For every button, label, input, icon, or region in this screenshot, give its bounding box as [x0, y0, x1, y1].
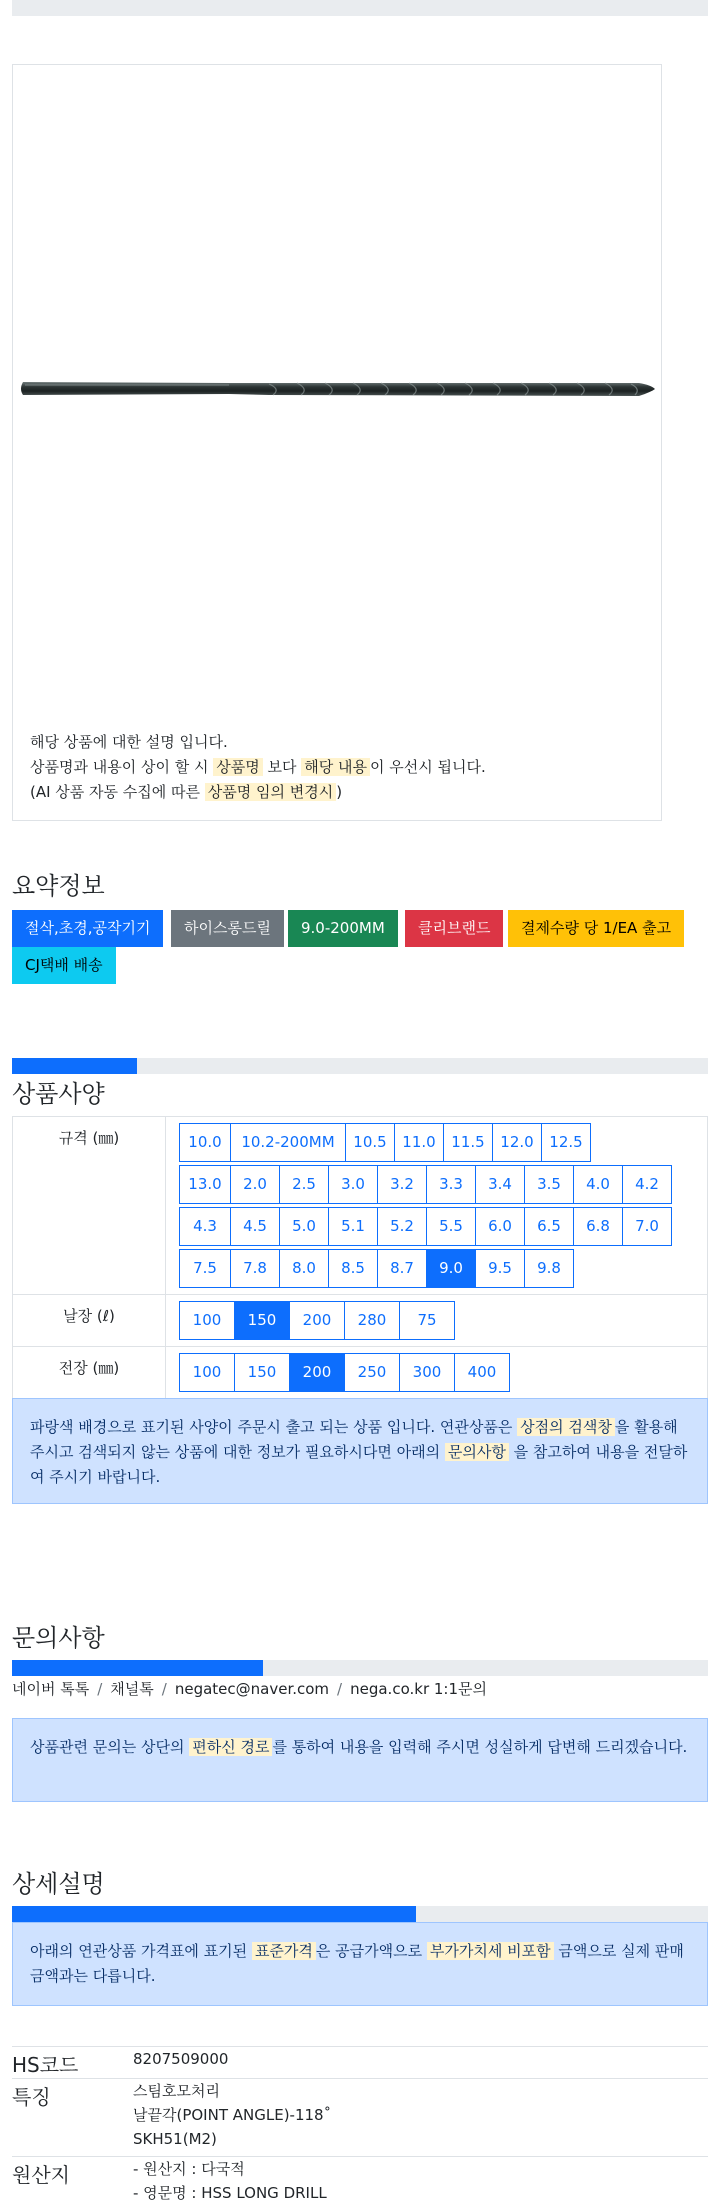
spec-option[interactable]: 150	[234, 1353, 290, 1392]
spec-option[interactable]: 200	[289, 1301, 345, 1340]
spec-option[interactable]: 300	[399, 1353, 455, 1392]
notice-text: 상품관련 문의는 상단의	[30, 1738, 190, 1756]
highlight-route: 편하신 경로	[189, 1738, 272, 1756]
desc-line-1: 해당 상품에 대한 설명 입니다.	[30, 733, 228, 751]
notice-text: 아래의 연관상품 가격표에 표기된	[30, 1942, 252, 1960]
spec-option[interactable]: 100	[179, 1301, 235, 1340]
inquiry-progress	[12, 1660, 708, 1676]
features-label: 특징	[12, 2085, 51, 2109]
spec-option[interactable]: 5.1	[328, 1207, 378, 1246]
spec-option[interactable]: 4.2	[622, 1165, 672, 1204]
feature-line: 스팀호모처리	[133, 2082, 220, 2100]
product-image-card	[12, 64, 662, 821]
badge-product-type: 하이스롱드릴	[171, 910, 284, 947]
info-row-hs-code	[12, 2046, 708, 2078]
origin-value	[133, 2157, 327, 2205]
contact-email[interactable]: negatec@naver.com	[174, 1680, 330, 1698]
desc-text: 이 우선시 됩니다.	[369, 758, 486, 776]
spec-option[interactable]: 4.5	[230, 1207, 280, 1246]
spec-progress	[12, 1058, 708, 1074]
spec-option[interactable]: 200	[289, 1353, 345, 1392]
spec-option[interactable]: 9.0	[426, 1249, 476, 1288]
contact-separator: /	[161, 1680, 167, 1698]
desc-text: (AI 상품 자동 수집에 따른	[30, 783, 205, 801]
contact-separator: /	[337, 1680, 343, 1698]
contact-channel-talk[interactable]: 채널톡	[110, 1680, 154, 1698]
spec-option[interactable]: 75	[399, 1301, 455, 1340]
inquiry-title: 문의사항	[12, 1624, 105, 1652]
drill-bit-image	[19, 378, 655, 400]
spec-row-flute-length	[12, 1295, 708, 1347]
spec-label-size: 규격 (㎜)	[13, 1117, 166, 1294]
spec-option[interactable]: 3.5	[524, 1165, 574, 1204]
contact-channels	[12, 1678, 487, 1699]
badge-category: 절삭,초경,공작기기	[12, 910, 163, 947]
origin-line: - 원산지 : 다국적	[133, 2160, 245, 2178]
badge-spec: 9.0-200MM	[288, 910, 398, 947]
notice-text: 을 참고하여 내용을 전달하여 주시기 바랍니다.	[30, 1443, 688, 1486]
notice-text: 을 활용해 주시고 검색되지 않는 상품에 대한 정보가 필요하시다면 아래의	[30, 1418, 678, 1461]
desc-text: )	[336, 783, 343, 801]
spec-option[interactable]: 7.5	[179, 1249, 231, 1288]
spec-option[interactable]: 12.0	[492, 1123, 542, 1162]
highlight-standard-price: 표준가격	[252, 1942, 316, 1960]
spec-row-overall-length	[12, 1347, 708, 1399]
highlight-vat-excluded: 부가가치세 비포함	[427, 1942, 554, 1960]
highlight-inquiry: 문의사항	[445, 1443, 509, 1461]
contact-separator: /	[97, 1680, 103, 1698]
highlight-search: 상점의 검색창	[517, 1418, 615, 1436]
spec-option[interactable]: 4.0	[573, 1165, 623, 1204]
feature-line: 날끝각(POINT ANGLE)-118˚	[133, 2106, 332, 2124]
spec-option[interactable]: 250	[344, 1353, 400, 1392]
desc-text: 상품명과 내용이 상이 할 시	[30, 758, 214, 776]
spec-option[interactable]: 10.0	[179, 1123, 231, 1162]
spec-title: 상품사양	[12, 1080, 105, 1108]
spec-row-size	[12, 1117, 708, 1295]
spec-progress-fill	[12, 1058, 137, 1074]
spec-option[interactable]: 2.5	[279, 1165, 329, 1204]
spec-option[interactable]: 11.0	[394, 1123, 444, 1162]
origin-label: 원산지	[12, 2163, 70, 2187]
hs-code-value: 8207509000	[133, 2050, 229, 2068]
spec-option[interactable]: 280	[344, 1301, 400, 1340]
info-row-origin	[12, 2156, 708, 2202]
spec-option[interactable]: 5.2	[377, 1207, 427, 1246]
highlight-name-change: 상품명 임의 변경시	[205, 783, 336, 801]
spec-option[interactable]: 6.0	[475, 1207, 525, 1246]
spec-option[interactable]: 2.0	[230, 1165, 280, 1204]
feature-line: SKH51(M2)	[133, 2130, 217, 2148]
spec-option[interactable]: 150	[234, 1301, 290, 1340]
spec-option[interactable]: 100	[179, 1353, 235, 1392]
info-row-features	[12, 2078, 708, 2156]
detail-title: 상세설명	[12, 1870, 105, 1898]
detail-progress-fill	[12, 1906, 416, 1922]
spec-label-flute-length: 날장 (ℓ)	[13, 1295, 166, 1346]
notice-text: 은 공급가액으로	[315, 1942, 427, 1960]
notice-text: 파랑색 배경으로 표기된 사양이 주문시 출고 되는 상품 입니다. 연관상품은	[30, 1418, 518, 1436]
top-progress-bar	[12, 0, 708, 16]
contact-site-inquiry[interactable]: nega.co.kr 1:1문의	[350, 1680, 487, 1698]
desc-text: 보다	[262, 758, 302, 776]
badge-shipping-qty: 결제수량 당 1/EA 출고	[508, 910, 684, 947]
spec-option[interactable]: 7.0	[622, 1207, 672, 1246]
spec-option[interactable]: 400	[454, 1353, 510, 1392]
inquiry-notice	[12, 1718, 708, 1802]
spec-option[interactable]: 7.8	[230, 1249, 280, 1288]
spec-option[interactable]: 13.0	[179, 1165, 231, 1204]
desc-line-3	[30, 780, 650, 805]
notice-text: 금액으로 실제 판매금액과는 다릅니다.	[30, 1942, 684, 1985]
notice-text: 를 통하여 내용을 입력해 주시면 성실하게 답변해 드리겠습니다.	[272, 1738, 688, 1756]
inquiry-progress-fill	[12, 1660, 263, 1676]
spec-option[interactable]: 3.2	[377, 1165, 427, 1204]
features-value	[133, 2079, 331, 2151]
spec-option[interactable]: 9.8	[524, 1249, 574, 1288]
spec-option[interactable]: 12.5	[541, 1123, 591, 1162]
spec-option[interactable]: 6.5	[524, 1207, 574, 1246]
spec-option[interactable]: 3.0	[328, 1165, 378, 1204]
spec-table	[12, 1116, 708, 1381]
badge-delivery: CJ택배 배송	[12, 947, 116, 984]
spec-option[interactable]: 8.5	[328, 1249, 378, 1288]
summary-title: 요약정보	[12, 872, 105, 900]
hs-code-label: HS코드	[12, 2053, 79, 2077]
spec-option[interactable]: 3.3	[426, 1165, 476, 1204]
spec-option[interactable]: 5.0	[279, 1207, 329, 1246]
spec-option[interactable]: 8.7	[377, 1249, 427, 1288]
desc-line-2	[30, 755, 650, 780]
spec-option[interactable]: 5.5	[426, 1207, 476, 1246]
spec-option[interactable]: 11.5	[443, 1123, 493, 1162]
spec-option[interactable]: 6.8	[573, 1207, 623, 1246]
spec-option[interactable]: 10.5	[345, 1123, 395, 1162]
highlight-product-name: 상품명	[213, 758, 262, 776]
detail-progress	[12, 1906, 708, 1922]
spec-option[interactable]: 9.5	[475, 1249, 525, 1288]
badge-brand: 클리브랜드	[405, 910, 503, 947]
spec-option[interactable]: 10.2-200MM	[230, 1123, 346, 1162]
product-description	[30, 730, 650, 805]
spec-notice	[12, 1398, 708, 1504]
highlight-content: 해당 내용	[301, 758, 370, 776]
contact-naver-talk[interactable]: 네이버 톡톡	[12, 1680, 90, 1698]
detail-notice	[12, 1922, 708, 2006]
spec-option[interactable]: 8.0	[279, 1249, 329, 1288]
spec-option[interactable]: 4.3	[179, 1207, 231, 1246]
origin-line: - 영문명 : HSS LONG DRILL	[133, 2184, 327, 2202]
spec-option[interactable]: 3.4	[475, 1165, 525, 1204]
spec-label-overall-length: 전장 (㎜)	[13, 1347, 166, 1398]
